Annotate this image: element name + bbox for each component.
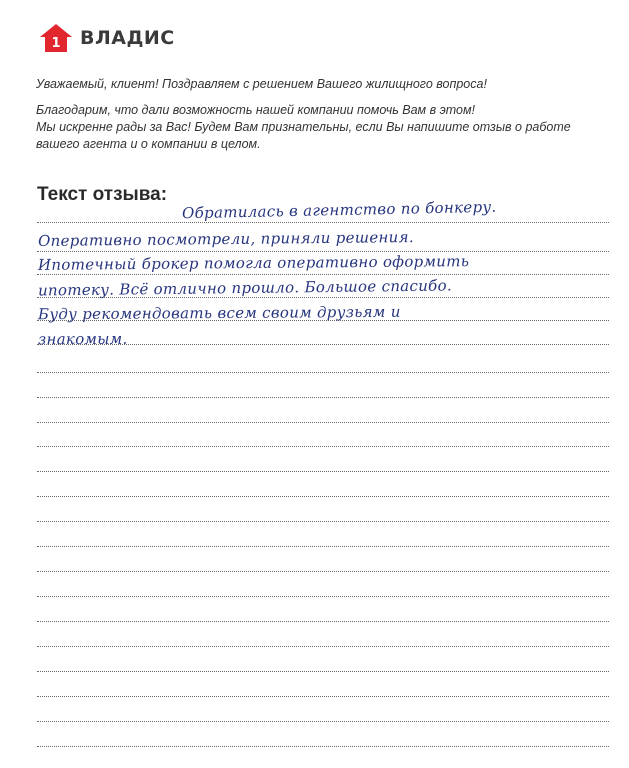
ruled-line (37, 696, 609, 697)
ruled-line (37, 397, 609, 398)
ruled-line (37, 274, 609, 275)
house-logo-icon (38, 22, 74, 54)
ruled-line (37, 251, 609, 252)
ruled-line (37, 746, 609, 747)
intro-text (36, 76, 596, 153)
brand-name: ВЛАДИС (80, 27, 175, 49)
intro-request-cont: вашего агента и о компании в целом. (36, 137, 261, 151)
handwritten-line: ипотеку. Всё отлично прошло. Большое спасибо. (37, 276, 453, 300)
handwritten-line: Обратилась в агентство по бонкеру. (181, 197, 497, 223)
ruled-line (37, 621, 609, 622)
ruled-line (37, 596, 609, 597)
ruled-line (37, 571, 609, 572)
intro-request: Мы искренне рады за Вас! Будем Вам признательны, если Вы напишите отзыв о работе (36, 120, 571, 134)
review-heading: Текст отзыва: (37, 184, 168, 205)
ruled-line (37, 496, 609, 497)
ruled-line (37, 422, 609, 423)
intro-greeting: Уважаемый, клиент! Поздравляем с решением Вашего жилищного вопроса! (36, 77, 487, 91)
ruled-line (37, 721, 609, 722)
ruled-line (37, 646, 609, 647)
ruled-line (37, 671, 609, 672)
handwritten-line: Буду рекомендовать всем своим друзьям и (37, 302, 401, 324)
ruled-line (37, 222, 609, 223)
ruled-line (37, 471, 609, 472)
ruled-line (37, 546, 609, 547)
handwritten-line: Оперативно посмотрели, приняли решения. (37, 228, 414, 250)
logo-digit: 1 (51, 36, 61, 51)
company-logo (38, 22, 175, 54)
intro-thanks: Благодарим, что дали возможность нашей компании помочь Вам в этом! (36, 103, 476, 117)
handwritten-line: Ипотечный брокер помогла оперативно оформить (37, 252, 470, 274)
ruled-line (37, 446, 609, 447)
ruled-line (37, 372, 609, 373)
ruled-line (37, 521, 609, 522)
handwritten-line: знакомым. (37, 329, 128, 349)
